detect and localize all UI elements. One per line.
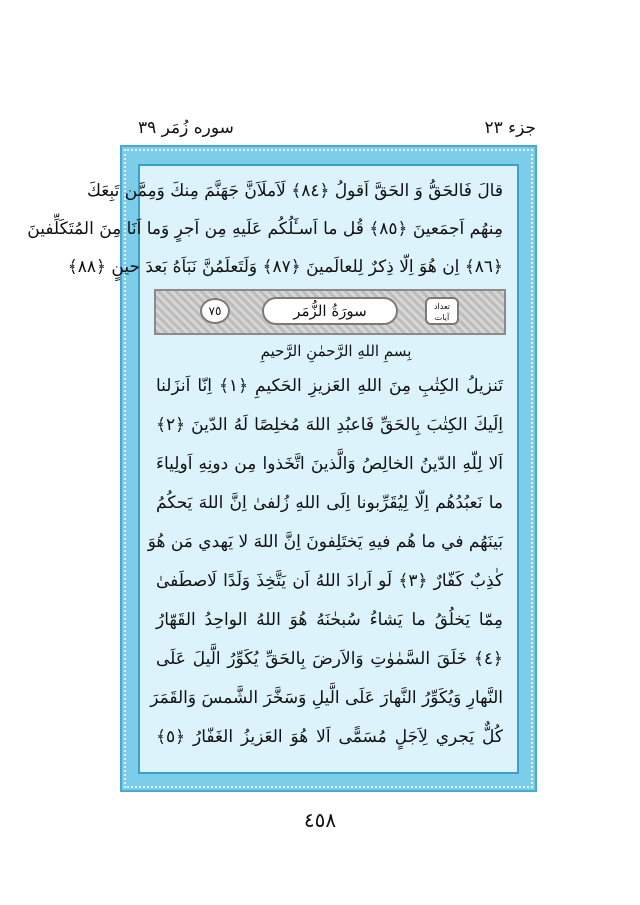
text-line: بَينَهُم في ما هُم فيهِ يَختَلِفونَ اِنَّ اللهَ لا يَهدي مَن هُوَ <box>147 532 503 552</box>
surah-title: سورَةُ الزُّمَر <box>262 297 398 325</box>
ayah-count-label: تعداد آیات <box>425 297 459 325</box>
surah-header: سوره زُمَر ٣٩ <box>138 118 234 138</box>
text-line: ما نَعبُدُهُم اِلّا لِيُقَرِّبونا اِلَى اللهِ زُلفىٰ اِنَّ اللهَ يَحكُمُ <box>156 493 503 513</box>
text-line: تَنزيلُ الكِتٰبِ مِنَ اللهِ العَزيزِ الحَكيمِ ﴿١﴾ اِنّا اَنزَلنا <box>156 376 503 396</box>
text-line: ﴿٤﴾ خَلَقَ السَّمٰوٰتِ وَالاَرضَ بِالحَقِّ يُكَوِّرُ الَّيلَ عَلَى <box>156 649 503 669</box>
text-line: ﴿٨٦﴾ اِن هُوَ اِلّا ذِكرٌ لِلعالَمينَ ﴿٨٧﴾ وَلَتَعلَمُنَّ نَبَاَهُ بَعدَ حينٍ ﴿٨٨﴾ <box>67 257 503 277</box>
juz-header: جزء ٢٣ <box>484 118 536 138</box>
basmala: بِسمِ اللهِ الرَّحمٰنِ الرَّحيمِ <box>260 342 412 360</box>
text-line: النَّهارِ وَيُكَوِّرُ النَّهارَ عَلَى الَّيلِ وَسَخَّرَ الشَّمسَ وَالقَمَرَ <box>150 688 503 708</box>
text-line: مِنهُم اَجمَعينَ ﴿٨٥﴾ قُل ما اَسـَٔلُكُم عَلَيهِ مِن اَجرٍ وَما اَنَا مِنَ المُتَكَلِّفينَ <box>27 219 503 239</box>
text-line: اِلَيكَ الكِتٰبَ بِالحَقِّ فَاعبُدِ اللهَ مُخلِصًا لَهُ الدّينَ ﴿٢﴾ <box>156 415 503 435</box>
text-line: كٰذِبٌ كَفّارٌ ﴿٣﴾ لَو اَرادَ اللهُ اَن يَتَّخِذَ وَلَدًا لَاصطَفىٰ <box>156 571 503 591</box>
text-line: قالَ فَالحَقُّ وَ الحَقَّ اَقولُ ﴿٨٤﴾ لَاَملَاَنَّ جَهَنَّمَ مِنكَ وَمِمَّن تَبِعَكَ <box>86 181 503 201</box>
text-line: كُلٌّ يَجري لِاَجَلٍ مُسَمًّى اَلا هُوَ العَزيزُ الغَفّارُ ﴿٥﴾ <box>156 727 503 747</box>
text-line: اَلا لِلّهِ الدّينُ الخالِصُ وَالَّذينَ اتَّخَذوا مِن دونِهِ اَولِياءَ <box>156 454 503 474</box>
ayah-count: ٧٥ <box>200 298 230 324</box>
page-number: ٤٥٨ <box>303 808 337 832</box>
text-line: مِمّا يَخلُقُ ما يَشاءُ سُبحٰنَهُ هُوَ اللهُ الواحِدُ القَهّارُ <box>156 610 503 630</box>
